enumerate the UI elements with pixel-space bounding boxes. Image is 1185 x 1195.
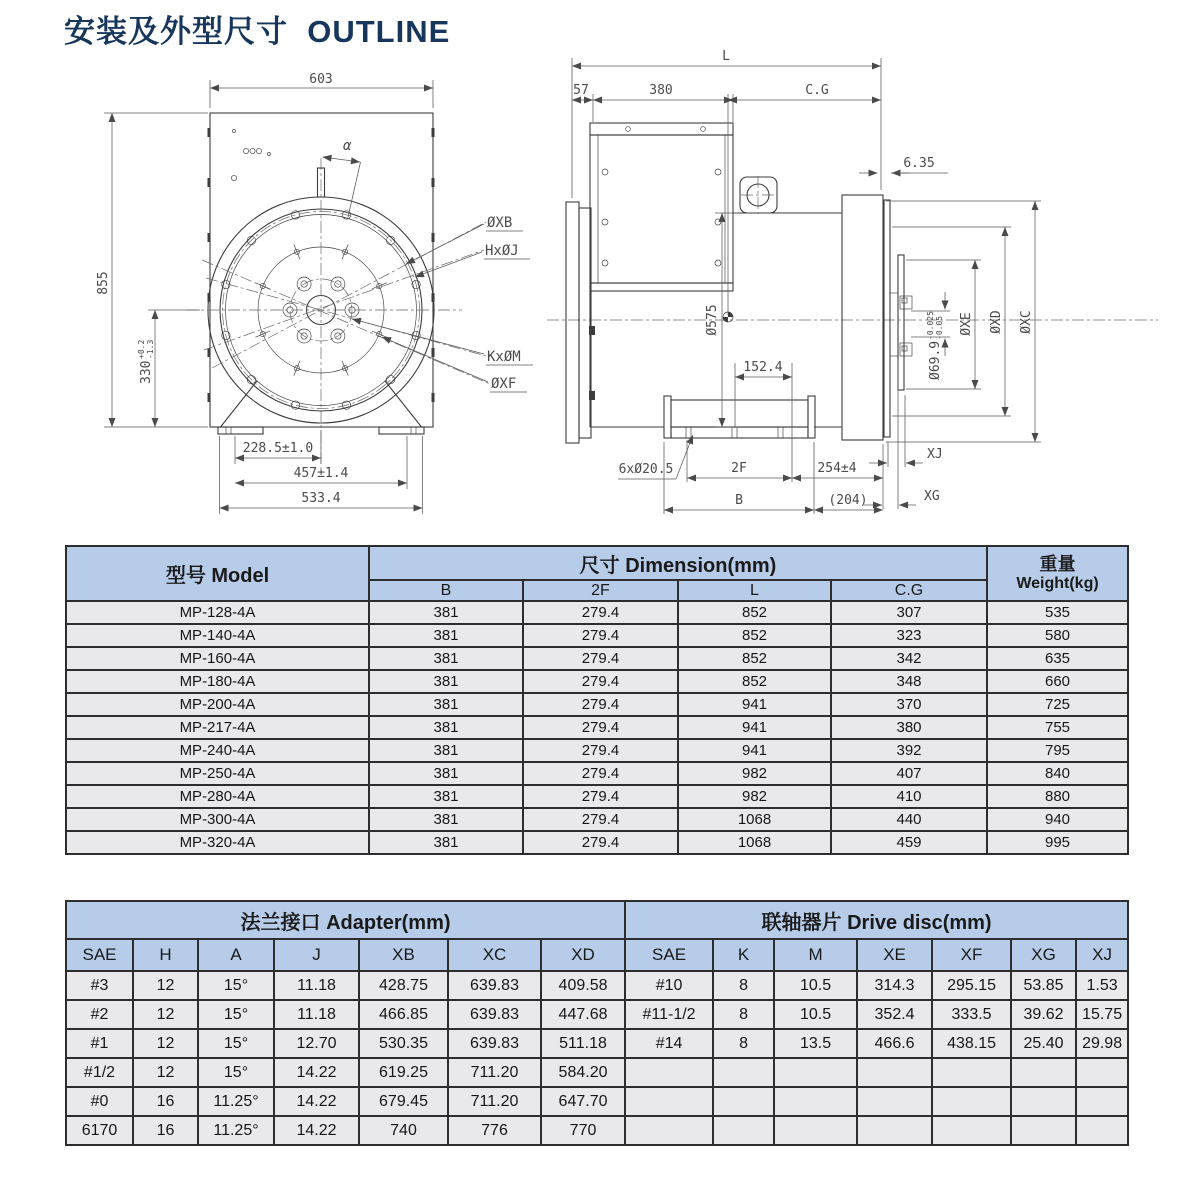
table-cell <box>1011 1116 1076 1145</box>
table-cell: 381 <box>369 670 523 693</box>
table-cell: 25.40 <box>1011 1029 1076 1058</box>
table-cell: 941 <box>678 739 831 762</box>
dim-shaft <box>926 311 944 380</box>
col-k: K <box>713 939 774 971</box>
table-cell: 459 <box>831 831 987 854</box>
table-cell: 13.5 <box>774 1029 857 1058</box>
col-xb: XB <box>359 939 448 971</box>
weight-header-zh: 重量 <box>1039 553 1076 574</box>
table-cell <box>1011 1087 1076 1116</box>
dim-oxd: ØXD <box>989 310 1004 334</box>
table-cell: 10.5 <box>774 1000 857 1029</box>
table-cell: 635 <box>987 647 1128 670</box>
dim-330-tol-dn: -1.3 <box>146 339 155 359</box>
table-cell: 6170 <box>66 1116 133 1145</box>
dim-2f: 2F <box>731 461 747 476</box>
table-cell <box>713 1116 774 1145</box>
alpha-angle-dim <box>323 138 361 217</box>
table-cell: 381 <box>369 716 523 739</box>
col-header-cg: C.G <box>831 580 987 601</box>
table-cell: 711.20 <box>448 1087 541 1116</box>
label-kxom: KxØM <box>487 349 521 365</box>
table-cell <box>1011 1058 1076 1087</box>
dim-shaft-tol-dn: -0.05 <box>935 315 944 340</box>
table-cell <box>713 1087 774 1116</box>
table-row <box>66 831 1128 854</box>
table-cell <box>932 1087 1011 1116</box>
table-cell: 279.4 <box>523 762 678 785</box>
table-cell: 725 <box>987 693 1128 716</box>
table-cell: 428.75 <box>359 971 448 1000</box>
table-cell: 348 <box>831 670 987 693</box>
table-cell: 407 <box>831 762 987 785</box>
weight-header-en: Weight(kg) <box>1016 574 1099 592</box>
table-cell: 852 <box>678 670 831 693</box>
table-row <box>66 647 1128 670</box>
dim-603: 603 <box>309 72 333 87</box>
table-cell: 1068 <box>678 831 831 854</box>
table-cell: 14.22 <box>274 1087 359 1116</box>
weight-header <box>987 546 1128 601</box>
col-xg: XG <box>1011 939 1076 971</box>
col-h: H <box>133 939 198 971</box>
dim-330 <box>137 340 155 384</box>
table-cell: 647.70 <box>541 1087 625 1116</box>
table-cell: MP-300-4A <box>66 808 369 831</box>
drive-disc-assembly <box>890 255 912 390</box>
col-m: M <box>774 939 857 971</box>
table-cell: 370 <box>831 693 987 716</box>
table-cell: #1/2 <box>66 1058 133 1087</box>
table-cell: MP-240-4A <box>66 739 369 762</box>
dim-l: L <box>722 50 730 64</box>
dim-57: 57 <box>573 83 589 98</box>
table-cell: MP-200-4A <box>66 693 369 716</box>
table-cell: 852 <box>678 624 831 647</box>
page-title-zh: 安装及外型尺寸 <box>64 14 288 49</box>
table-cell: 381 <box>369 624 523 647</box>
table-cell: 639.83 <box>448 971 541 1000</box>
table-cell: 8 <box>713 971 774 1000</box>
table-cell: 770 <box>541 1116 625 1145</box>
dim-o575: Ø575 <box>705 304 720 336</box>
table-cell: 438.15 <box>932 1029 1011 1058</box>
table-cell: 53.85 <box>1011 971 1076 1000</box>
table-cell: 840 <box>987 762 1128 785</box>
table-cell: 11.25° <box>198 1087 274 1116</box>
table-cell: #10 <box>625 971 713 1000</box>
dim-oxe: ØXE <box>959 312 974 336</box>
table-cell: 15° <box>198 1058 274 1087</box>
adapter-header: 法兰接口 Adapter(mm) <box>66 901 625 939</box>
table-cell: 381 <box>369 647 523 670</box>
table-cell <box>932 1116 1011 1145</box>
diagonal-centerlines <box>202 222 490 384</box>
label-oxf: ØXF <box>491 376 517 392</box>
table-cell: 15° <box>198 971 274 1000</box>
table-cell: 381 <box>369 762 523 785</box>
page-title-space <box>288 14 307 49</box>
lifting-lug <box>740 176 777 214</box>
dim-b: B <box>735 493 743 508</box>
dim-380: 380 <box>649 83 673 98</box>
table-cell <box>1076 1087 1128 1116</box>
table-cell: 279.4 <box>523 624 678 647</box>
table-cell: 14.22 <box>274 1116 359 1145</box>
table-cell: 11.18 <box>274 1000 359 1029</box>
table-row <box>66 1000 1128 1029</box>
table-cell: 352.4 <box>857 1000 932 1029</box>
dim-457: 457±1.4 <box>293 466 349 481</box>
table-cell: 14.22 <box>274 1058 359 1087</box>
center-of-gravity-symbol <box>723 94 733 322</box>
col-j: J <box>274 939 359 971</box>
table-cell: 16 <box>133 1116 198 1145</box>
table-cell: 279.4 <box>523 601 678 624</box>
table-row <box>66 1087 1128 1116</box>
table-cell: MP-250-4A <box>66 762 369 785</box>
dim-330-value: 330 <box>139 360 154 384</box>
col-sae-adapter: SAE <box>66 939 133 971</box>
table-cell: MP-140-4A <box>66 624 369 647</box>
table-row <box>66 808 1128 831</box>
table-cell: 279.4 <box>523 693 678 716</box>
table-cell: 679.45 <box>359 1087 448 1116</box>
table-cell: 279.4 <box>523 808 678 831</box>
table-cell: 279.4 <box>523 831 678 854</box>
model-header: 型号 Model <box>66 546 369 601</box>
table-cell: 307 <box>831 601 987 624</box>
dim-152-4: 152.4 <box>743 360 783 375</box>
table-cell: #14 <box>625 1029 713 1058</box>
adapter-drive-disc-table <box>65 900 1129 1146</box>
table-cell: 1068 <box>678 808 831 831</box>
table-cell: 381 <box>369 808 523 831</box>
dim-cg: C.G <box>805 83 829 98</box>
table-cell: 941 <box>678 716 831 739</box>
col-a: A <box>198 939 274 971</box>
table-cell: 392 <box>831 739 987 762</box>
table-cell: 535 <box>987 601 1128 624</box>
dim-shaft-tol-up: -0.025 <box>926 311 935 340</box>
table-cell: 639.83 <box>448 1000 541 1029</box>
air-intake-grille <box>842 195 883 440</box>
front-dimensions <box>96 72 433 514</box>
table-cell <box>625 1116 713 1145</box>
table-cell: 466.85 <box>359 1000 448 1029</box>
dim-6xo20-5: 6xØ20.5 <box>618 462 674 477</box>
mounting-flange <box>566 202 595 443</box>
table-cell: 1.53 <box>1076 971 1128 1000</box>
table-cell: 342 <box>831 647 987 670</box>
table-cell: 380 <box>831 716 987 739</box>
table-cell: 12.70 <box>274 1029 359 1058</box>
dimension-header: 尺寸 Dimension(mm) <box>369 546 987 580</box>
col-xe: XE <box>857 939 932 971</box>
table-row <box>66 1029 1128 1058</box>
dim-6-35: 6.35 <box>903 156 935 171</box>
table-cell: 660 <box>987 670 1128 693</box>
table-cell: 440 <box>831 808 987 831</box>
table-cell <box>774 1087 857 1116</box>
col-header-l: L <box>678 580 831 601</box>
table-cell: 8 <box>713 1029 774 1058</box>
table-cell: 381 <box>369 693 523 716</box>
outline-technical-drawing <box>60 50 1165 535</box>
table-cell <box>857 1116 932 1145</box>
table-cell: 10.5 <box>774 971 857 1000</box>
table-cell: 880 <box>987 785 1128 808</box>
table-cell: 381 <box>369 785 523 808</box>
table-cell: 447.68 <box>541 1000 625 1029</box>
dim-xg: XG <box>924 489 940 504</box>
table-cell <box>625 1058 713 1087</box>
table-cell: MP-180-4A <box>66 670 369 693</box>
grille-end-plate <box>884 200 890 437</box>
table-cell: 711.20 <box>448 1058 541 1087</box>
table-cell <box>1076 1116 1128 1145</box>
table-cell: 584.20 <box>541 1058 625 1087</box>
dim-204: (204) <box>828 493 868 508</box>
table-cell: 940 <box>987 808 1128 831</box>
vent-holes <box>231 130 270 181</box>
table-cell: 12 <box>133 1058 198 1087</box>
table-cell: 755 <box>987 716 1128 739</box>
label-oxb: ØXB <box>487 215 513 231</box>
generator-housing <box>210 113 433 427</box>
front-labels <box>485 215 521 392</box>
table-cell: 409.58 <box>541 971 625 1000</box>
table-cell: MP-217-4A <box>66 716 369 739</box>
table-cell: 15.75 <box>1076 1000 1128 1029</box>
table-row <box>66 693 1128 716</box>
page-title-en: OUTLINE <box>307 14 451 49</box>
drive-disc-header: 联轴器片 Drive disc(mm) <box>625 901 1128 939</box>
table-row <box>66 785 1128 808</box>
table-cell <box>1076 1058 1128 1087</box>
table-cell: 776 <box>448 1116 541 1145</box>
table-cell: MP-160-4A <box>66 647 369 670</box>
table-row <box>66 601 1128 624</box>
dim-228-5: 228.5±1.0 <box>242 441 314 456</box>
table-cell: 279.4 <box>523 716 678 739</box>
table-cell: 15° <box>198 1029 274 1058</box>
table-cell <box>857 1087 932 1116</box>
table-cell <box>932 1058 1011 1087</box>
table-cell: 279.4 <box>523 670 678 693</box>
terminal-box <box>590 123 733 291</box>
dim-xj: XJ <box>927 447 943 462</box>
table-cell: 530.35 <box>359 1029 448 1058</box>
table-cell: 12 <box>133 971 198 1000</box>
alpha-label: α <box>343 138 352 154</box>
table-cell: 12 <box>133 1029 198 1058</box>
table-cell <box>625 1087 713 1116</box>
dimension-table-body <box>66 601 1128 854</box>
col-xf: XF <box>932 939 1011 971</box>
table-cell: 995 <box>987 831 1128 854</box>
dim-533-4: 533.4 <box>301 491 341 506</box>
table-cell: #11-1/2 <box>625 1000 713 1029</box>
side-dimensions <box>572 50 1041 514</box>
table-cell: 15° <box>198 1000 274 1029</box>
table-cell: 511.18 <box>541 1029 625 1058</box>
table-cell: 279.4 <box>523 785 678 808</box>
col-xd: XD <box>541 939 625 971</box>
table-cell: 580 <box>987 624 1128 647</box>
table-cell: 941 <box>678 693 831 716</box>
table-cell: 8 <box>713 1000 774 1029</box>
table-cell: #3 <box>66 971 133 1000</box>
table-cell <box>774 1058 857 1087</box>
table-cell <box>713 1058 774 1087</box>
side-view <box>547 50 1158 514</box>
table-cell: 795 <box>987 739 1128 762</box>
table-cell <box>857 1058 932 1087</box>
table-cell: 12 <box>133 1000 198 1029</box>
table-cell: 466.6 <box>857 1029 932 1058</box>
table-row <box>66 1058 1128 1087</box>
table-cell: 740 <box>359 1116 448 1145</box>
col-sae-drive: SAE <box>625 939 713 971</box>
table-row <box>66 624 1128 647</box>
table-cell: 619.25 <box>359 1058 448 1087</box>
table-cell: 29.98 <box>1076 1029 1128 1058</box>
table-cell: 982 <box>678 785 831 808</box>
dim-330-tol-up: +0.2 <box>137 339 146 359</box>
col-header-b: B <box>369 580 523 601</box>
table-row <box>66 971 1128 1000</box>
label-hxoj: HxØJ <box>485 243 519 259</box>
table-row <box>66 762 1128 785</box>
table-cell: 381 <box>369 601 523 624</box>
table-cell: 410 <box>831 785 987 808</box>
table-cell: MP-320-4A <box>66 831 369 854</box>
dim-oxc: ØXC <box>1019 310 1034 334</box>
table-row <box>66 716 1128 739</box>
table-cell: MP-128-4A <box>66 601 369 624</box>
table-cell: MP-280-4A <box>66 785 369 808</box>
table-cell: 314.3 <box>857 971 932 1000</box>
table-cell: #2 <box>66 1000 133 1029</box>
table-cell: 639.83 <box>448 1029 541 1058</box>
table-cell: 279.4 <box>523 739 678 762</box>
table-cell: 11.18 <box>274 971 359 1000</box>
table-cell: 323 <box>831 624 987 647</box>
dim-shaft-value: Ø69.9 <box>928 340 943 380</box>
table-cell: 381 <box>369 739 523 762</box>
table-cell: 11.25° <box>198 1116 274 1145</box>
table-cell: 852 <box>678 647 831 670</box>
table-cell: 852 <box>678 601 831 624</box>
adapter-table-body <box>66 971 1128 1145</box>
col-xc: XC <box>448 939 541 971</box>
col-header-2f: 2F <box>523 580 678 601</box>
table-cell: 16 <box>133 1087 198 1116</box>
table-cell: 295.15 <box>932 971 1011 1000</box>
table-cell: #0 <box>66 1087 133 1116</box>
dim-855: 855 <box>96 271 111 295</box>
dimension-table <box>65 545 1129 855</box>
dim-254: 254±4 <box>817 461 857 476</box>
table-cell: 381 <box>369 831 523 854</box>
table-row <box>66 1116 1128 1145</box>
page-title <box>64 6 450 51</box>
table-cell: #1 <box>66 1029 133 1058</box>
table-row <box>66 739 1128 762</box>
col-xj: XJ <box>1076 939 1128 971</box>
front-view <box>96 72 533 514</box>
table-cell <box>774 1116 857 1145</box>
table-cell: 279.4 <box>523 647 678 670</box>
table-cell: 982 <box>678 762 831 785</box>
table-cell: 333.5 <box>932 1000 1011 1029</box>
table-cell: 39.62 <box>1011 1000 1076 1029</box>
table-row <box>66 670 1128 693</box>
